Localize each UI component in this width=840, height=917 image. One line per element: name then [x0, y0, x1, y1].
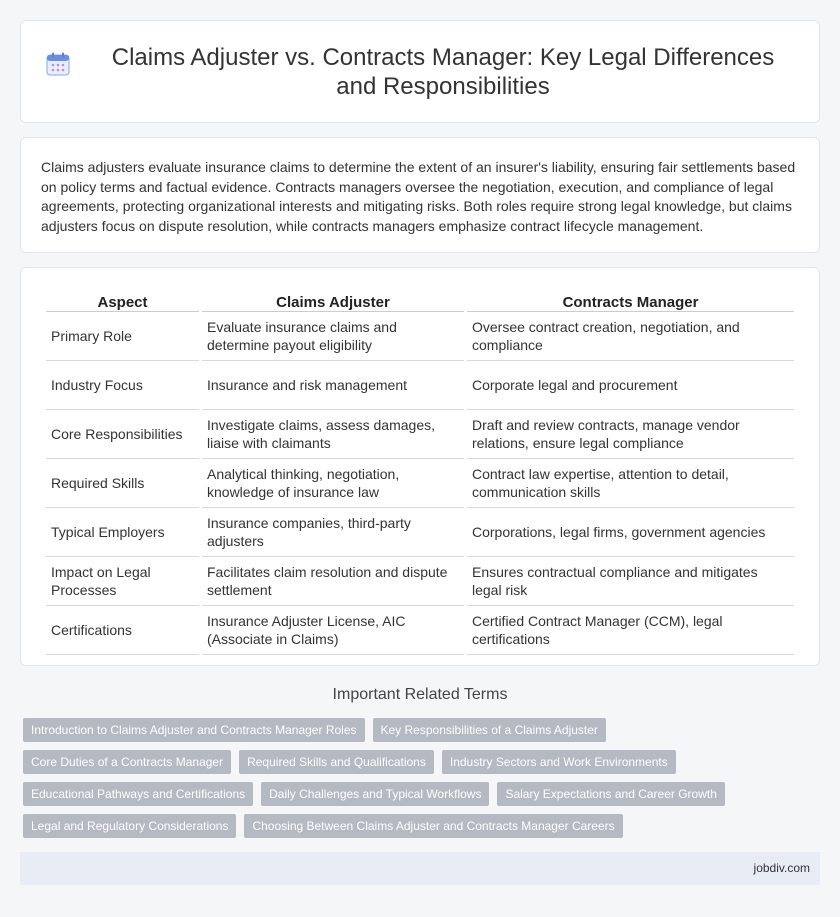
comparison-table-card — [20, 267, 820, 666]
table-row — [46, 557, 794, 606]
related-term-tag[interactable]: Legal and Regulatory Considerations — [23, 814, 236, 838]
table-cell: Evaluate insurance claims and determine payout eligibility — [202, 312, 464, 361]
table-row — [46, 459, 794, 508]
table-row — [46, 606, 794, 655]
header-claims-adjuster: Claims Adjuster — [202, 284, 464, 312]
calendar-icon — [45, 43, 71, 82]
related-terms-list — [23, 718, 817, 838]
related-term-tag[interactable]: Required Skills and Qualifications — [239, 750, 434, 774]
table-cell: Insurance and risk management — [202, 361, 464, 410]
table-cell: Typical Employers — [46, 508, 199, 557]
table-cell: Insurance companies, third-party adjusters — [202, 508, 464, 557]
related-term-tag[interactable]: Salary Expectations and Career Growth — [497, 782, 724, 806]
related-term-tag[interactable]: Introduction to Claims Adjuster and Contracts Manager Roles — [23, 718, 365, 742]
header-aspect: Aspect — [46, 284, 199, 312]
intro-card — [20, 137, 820, 253]
table-cell: Core Responsibilities — [46, 410, 199, 459]
table-cell: Draft and review contracts, manage vendor relations, ensure legal compliance — [467, 410, 794, 459]
page-title: Claims Adjuster vs. Contracts Manager: Key Legal Differences and Responsibilities — [111, 43, 775, 100]
related-term-tag[interactable]: Daily Challenges and Typical Workflows — [261, 782, 489, 806]
table-header-row — [46, 284, 794, 312]
table-cell: Oversee contract creation, negotiation, and compliance — [467, 312, 794, 361]
footer — [20, 852, 820, 885]
related-term-tag[interactable]: Core Duties of a Contracts Manager — [23, 750, 231, 774]
related-term-tag[interactable]: Key Responsibilities of a Claims Adjuster — [373, 718, 606, 742]
related-term-tag[interactable]: Educational Pathways and Certifications — [23, 782, 253, 806]
table-cell: Facilitates claim resolution and dispute settlement — [202, 557, 464, 606]
table-row — [46, 312, 794, 361]
table-cell: Insurance Adjuster License, AIC (Associate in Claims) — [202, 606, 464, 655]
table-cell: Corporations, legal firms, government agencies — [467, 508, 794, 557]
table-cell: Primary Role — [46, 312, 199, 361]
title-card — [20, 20, 820, 123]
table-row — [46, 410, 794, 459]
table-cell: Analytical thinking, negotiation, knowledge of insurance law — [202, 459, 464, 508]
table-cell: Corporate legal and procurement — [467, 361, 794, 410]
comparison-table — [43, 284, 797, 655]
footer-site-link[interactable]: jobdiv.com — [753, 861, 810, 875]
table-cell: Impact on Legal Processes — [46, 557, 199, 606]
table-cell: Ensures contractual compliance and mitigates legal risk — [467, 557, 794, 606]
related-term-tag[interactable]: Industry Sectors and Work Environments — [442, 750, 676, 774]
table-row — [46, 361, 794, 410]
header-contracts-manager: Contracts Manager — [467, 284, 794, 312]
table-cell: Required Skills — [46, 459, 199, 508]
related-terms-heading: Important Related Terms — [332, 686, 508, 703]
table-cell: Contract law expertise, attention to detail, communication skills — [467, 459, 794, 508]
related-term-tag[interactable]: Choosing Between Claims Adjuster and Contracts Manager Careers — [244, 814, 622, 838]
table-row — [46, 508, 794, 557]
table-cell: Industry Focus — [46, 361, 199, 410]
intro-paragraph: Claims adjusters evaluate insurance claims to determine the extent of an insurer's liability, ensuring fair settlements based on policy terms and factual evidence. Contracts managers oversee the negotiation, execution, and compliance of legal agreements, protecting organizational interests and mitigating risks. Both roles require strong legal knowledge, but claims adjusters focus on dispute resolution, while contracts managers emphasize contract lifecycle management. — [41, 159, 796, 234]
table-cell: Certifications — [46, 606, 199, 655]
table-cell: Certified Contract Manager (CCM), legal certifications — [467, 606, 794, 655]
table-cell: Investigate claims, assess damages, liaise with claimants — [202, 410, 464, 459]
